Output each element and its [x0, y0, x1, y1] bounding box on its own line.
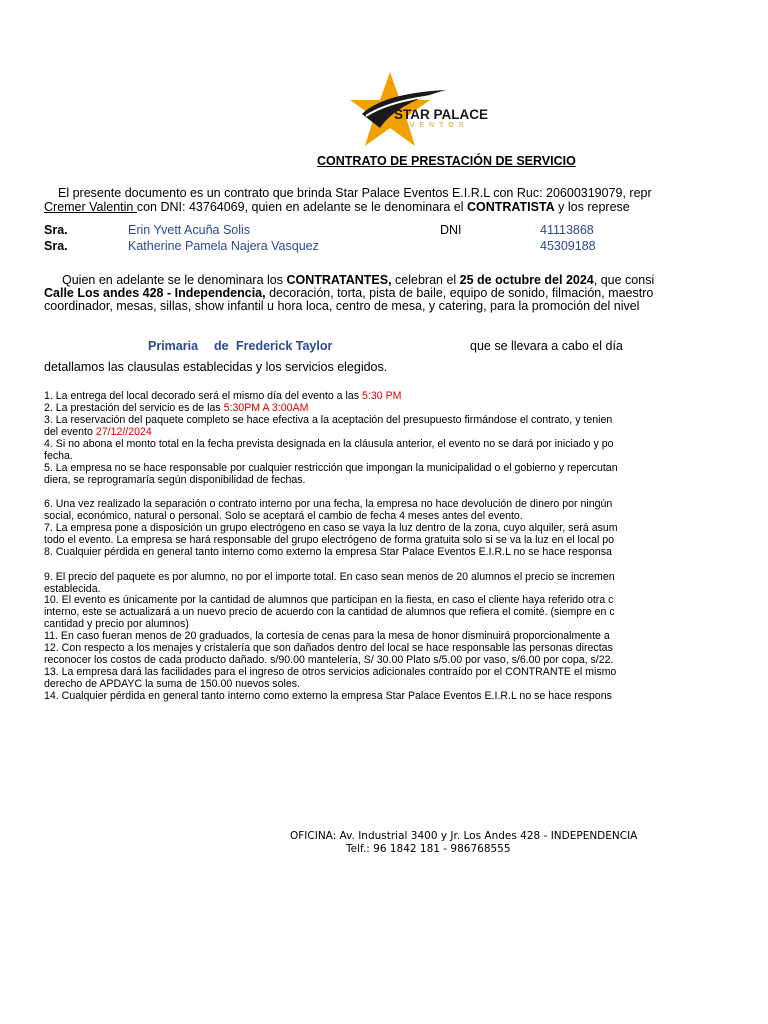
client-dni: 41113868 — [540, 223, 594, 237]
clause-9: 9. El precio del paquete es por alumno, no por el importe total. En caso sean menos de 20 alumnos el precio se incremen — [44, 571, 615, 583]
contract-title: CONTRATO DE PRESTACIÓN DE SERVICIO — [317, 154, 576, 168]
contractor-name: Cremer Valentin — [44, 200, 137, 214]
intro-line-1: El presente documento es un contrato que brinda Star Palace Eventos E.I.R.L con Ruc: 20600319079, repr — [58, 186, 652, 200]
clause-12: 12. Con respecto a los menajes y cristalería que son dañados dentro del local se hace responsable las personas directas — [44, 642, 613, 654]
clause-13: 13. La empresa dará las facilidades para el ingreso de otros servicios adicionales contraído por el CONTRANTE el mismo — [44, 666, 617, 678]
clause-6: 6. Una vez realizado la separación o contrato interno por una fecha, la empresa no hace devolución de dinero por ningún — [44, 498, 613, 510]
logo-subtitle: EVENTOS — [400, 122, 469, 129]
clause-10: 10. El evento es únicamente por la cantidad de alumnos que participan en la fiesta, en caso el cliente haya referido otra c — [44, 594, 614, 606]
clauses-intro: detallamos las clausulas establecidas y los servicios elegidos. — [44, 360, 388, 374]
intro-line-2: Cremer Valentin con DNI: 43764069, quien en adelante se le denominara el CONTRATISTA y los represe — [44, 200, 630, 214]
para2-line-3: coordinador, mesas, sillas, show infantil u hora loca, centro de mesa, y catering, para la promoción del nivel — [44, 299, 640, 313]
event-date: 25 de octubre del 2024 — [459, 273, 594, 287]
para2-line-2: Calle Los andes 428 - Independencia, decoración, torta, pista de baile, equipo de sonido, filmación, maestro — [44, 286, 654, 300]
dni-label: DNI — [440, 223, 462, 237]
logo-name: STAR PALACE — [394, 107, 488, 122]
clause-10-cont: interno, este se actualizará a un nuevo precio de acuerdo con la cantidad de alumnos que refiera el comité. (siempre en c — [44, 606, 615, 618]
clause-3: 3. La reservación del paquete completo se hace efectiva a la aceptación del presupuesto firmándose el contrato, y tenien — [44, 414, 613, 426]
clause-8: 8. Cualquier pérdida en general tanto interno como externo la empresa Star Palace Eventos E.I.R.L no se hace responsa — [44, 546, 612, 558]
client-dni: 45309188 — [540, 239, 596, 253]
clause-9-cont: establecida. — [44, 583, 101, 595]
clause-4: 4. Si no abona el monto total en la fecha prevista designada en la cláusula anterior, el evento no se dará por iniciado y po — [44, 438, 614, 450]
footer-phone: Telf.: 96 1842 181 - 986768555 — [346, 843, 511, 855]
clause-11: 11. En caso fueran menos de 20 graduados, la cortesía de cenas para la mesa de honor disminuirá proporcionalmente a — [44, 630, 610, 642]
footer-address: OFICINA: Av. Industrial 3400 y Jr. Los Andes 428 - INDEPENDENCIA — [290, 830, 638, 842]
school-name: Frederick Taylor — [236, 339, 333, 353]
clause-5-cont: diera, se reprogramaría según disponibilidad de fechas. — [44, 474, 306, 486]
clause-2: 2. La prestación del servicio es de las 5:30PM A 3:00AM — [44, 402, 309, 414]
clause-14: 14. Cualquier pérdida en general tanto interno como externo la empresa Star Palace Eventos E.I.R.L no se hace respons — [44, 690, 612, 702]
contract-page: STAR PALACE EVENTOS CONTRATO DE PRESTACIÓN DE SERVICIO El presente documento es un contrato que brinda Star Palace Eventos E.I.R.L con Ruc: 20600319079, repr Cremer Valentin con DNI: 43764069, quien en adelante se le denominara el CONTRATISTA y los represe Sra. Erin Yvett Acuña Solis DNI 41113868 Sra. Katherine Pamela Najera Vasquez 45309188 Quien en adelante se le denominara los CONTRATANTES, celebran el 25 de octubre del 2024, que consi Calle Los andes 428 - Independencia, decoración, torta, pista de baile, equipo de sonido, filmación, maestro coordinador, mesas, sillas, show infantil u hora loca, centro de mesa, y catering, para la promoción del nivel Primaria de Frederick Taylor que se llevara a cabo el día detallamos las clausulas establecidas y los servicios elegidos. 1. La entrega del local decorado será el mismo día del evento a las 5:30 PM 2. La prestación del servicio es de las 5:30PM A 3:00AM 3. La reservación del paquete completo se hace efectiva a la aceptación del presupuesto firmándose el contrato, y tenien del evento 27/12//2024 4. Si no abona el monto total en la fecha prevista designada en la cláusula anterior, el evento no se dará por iniciado y po fecha. 5. La empresa no se hace responsable por cualquier restricción que impongan la municipalidad o el gobierno y repercutan diera, se reprogramaría según disponibilidad de fechas. 6. Una vez realizado la separación o contrato interno por una fecha, la empresa no hace devolución de dinero por ningún social, económico, natural o personal. Solo se aceptará el cambio de fecha 4 meses antes del evento. 7. La empresa pone a disposición un grupo electrógeno en caso se vaya la luz dentro de la zona, cuyo alquiler, será asum todo el evento. La empresa se hará responsable del grupo electrógeno de forma gratuita solo si se va la luz en el local po 8. Cualquier pérdida en general tanto interno como externo la empresa Star Palace Eventos E.I.R.L no se hace responsa 9. El precio del paquete es por alumno, no por el importe total. En caso sean menos de 20 alumnos el precio se incremen establecida. 10. El evento es únicamente por la cantidad de alumnos que participan en la fiesta, en caso el cliente haya referido otra c interno, este se actualizará a un nuevo precio de acuerdo con la cantidad de alumnos que refiera el comité. (siempre en c cantidad y precio por alumnos) 11. En caso fueran menos de 20 graduados, la cortesía de cenas para la mesa de honor disminuirá proporcionalmente a 12. Con respecto a los menajes y cristalería que son dañados dentro del local se hace responsable las personas directas reconocer los costos de cada producto dañado. s/90.00 mantelería, S/ 30.00 Plato s/5.00 por vaso, s/6.00 por copa, s/22. 13. La empresa dará las facilidades para el ingreso de otros servicios adicionales contraído por el CONTRANTE el mismo derecho de APDAYC la suma de 150.00 nuevos soles. 14. Cualquier pérdida en general tanto interno como externo la empresa Star Palace Eventos E.I.R.L no se hace respons OFICINA: Av. Industrial 3400 y Jr. Los Andes 428 - INDEPENDENCIA Telf.: 96 1842 181 - 986768555 — [0, 0, 768, 1024]
client-name: Erin Yvett Acuña Solis — [128, 223, 251, 237]
clause-7: 7. La empresa pone a disposición un grupo electrógeno en caso se vaya la luz dentro de la zona, cuyo alquiler, será asum — [44, 522, 618, 534]
clause-13-cont: derecho de APDAYC la suma de 150.00 nuevos soles. — [44, 678, 300, 690]
contratista-label: CONTRATISTA — [466, 200, 555, 214]
clause-6-cont: social, económico, natural o personal. Solo se aceptará el cambio de fecha 4 meses antes del evento. — [44, 510, 523, 522]
clause-3-cont: del evento 27/12//2024 — [44, 426, 152, 438]
clause-10-cont-2: cantidad y precio por alumnos) — [44, 618, 189, 630]
event-address: Calle Los andes 428 - Independencia, — [44, 286, 266, 300]
star-palace-logo — [336, 70, 496, 150]
clause-7-cont: todo el evento. La empresa se hará responsable del grupo electrógeno de forma gratuita solo si se va la luz en el local po — [44, 534, 615, 546]
promo-level: Primaria — [148, 339, 199, 353]
client-name: Katherine Pamela Najera Vasquez — [128, 239, 319, 253]
clause-5: 5. La empresa no se hace responsable por cualquier restricción que impongan la municipalidad o el gobierno y repercutan — [44, 462, 618, 474]
clause-1: 1. La entrega del local decorado será el mismo día del evento a las 5:30 PM — [44, 390, 402, 402]
clause-12-cont: reconocer los costos de cada producto dañado. s/90.00 mantelería, S/ 30.00 Plato s/5.00 por vaso, s/6.00 por copa, s/22. — [44, 654, 614, 666]
para2-line-1: Quien en adelante se le denominara los CONTRATANTES, celebran el 25 de octubre del 2024, que consi — [62, 273, 655, 287]
clause-4-cont: fecha. — [44, 450, 73, 462]
